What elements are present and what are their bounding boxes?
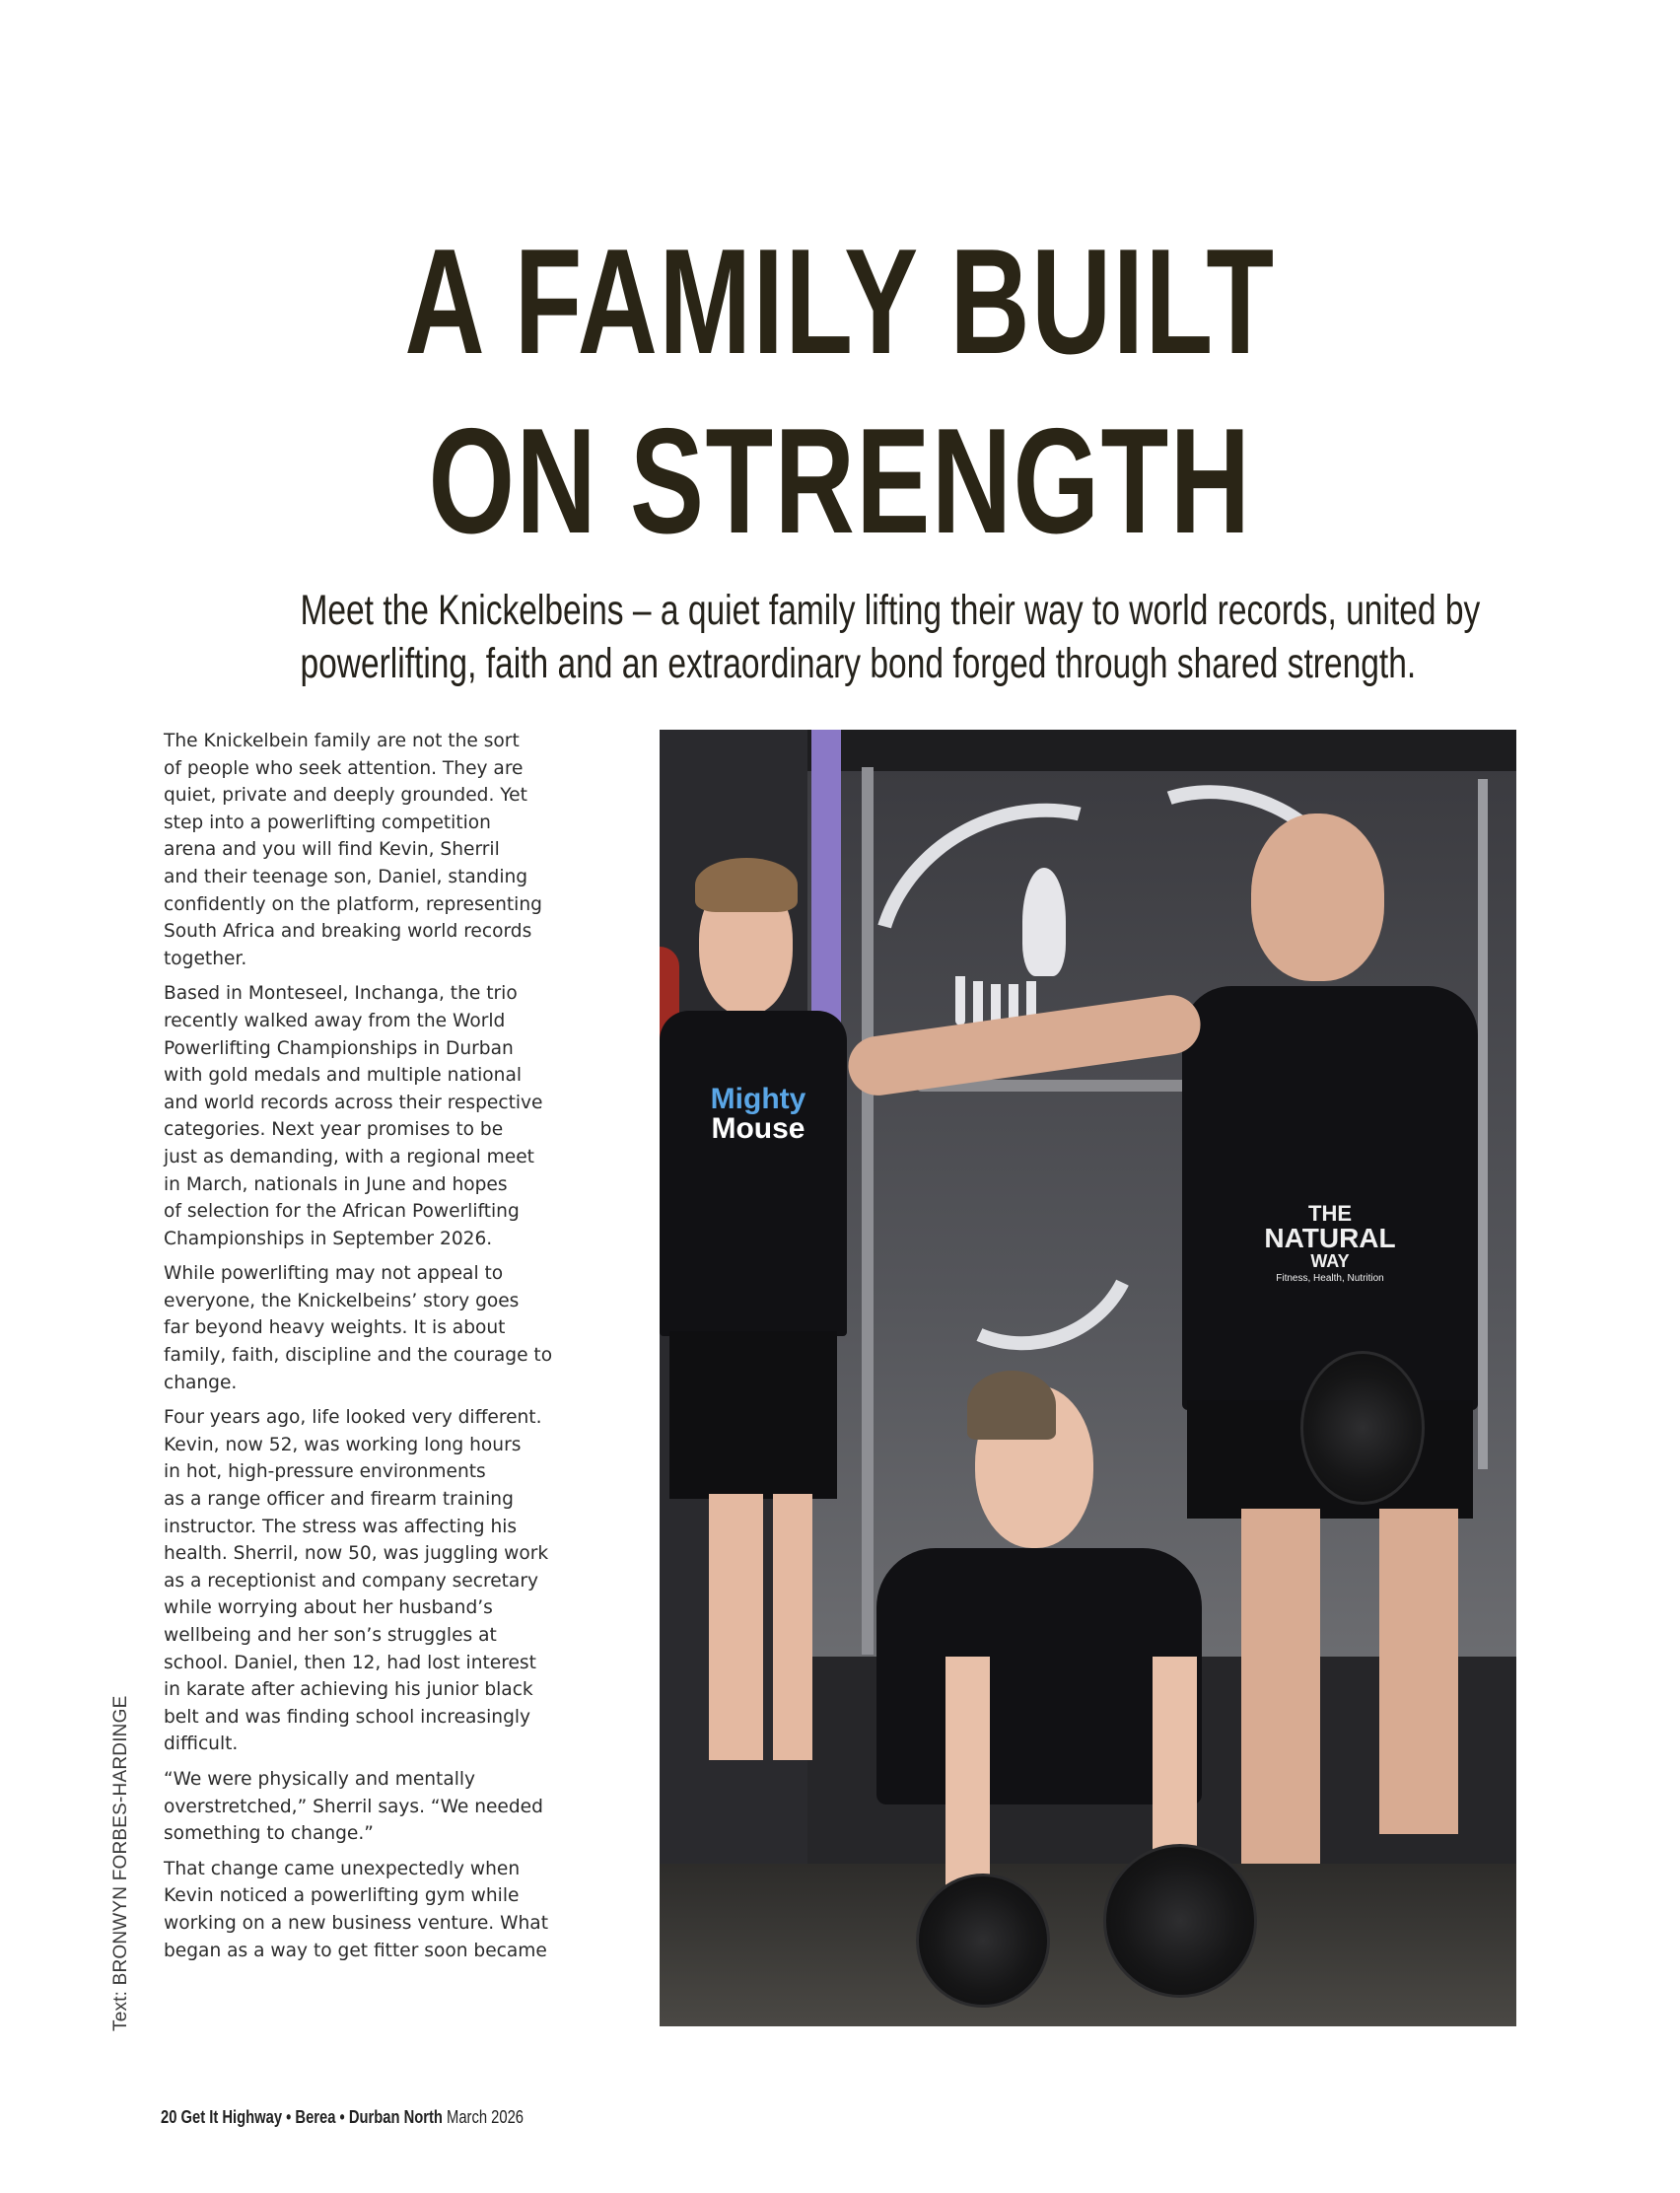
text-line: “We were physically and mentally [164,1768,476,1790]
headline-line-2: ON STRENGTH [428,397,1252,565]
byline: Text: BRONWYN FORBES-HARDINGE [110,1695,131,2031]
text-line: as a receptionist and company secretary [164,1570,538,1592]
shirt-text-mouse: Mouse [711,1112,805,1145]
text-line: school. Daniel, then 12, had lost interest [164,1652,536,1673]
text-line: Four years ago, life looked very different. [164,1407,542,1429]
text-line: Kevin noticed a powerlifting gym while [164,1885,520,1907]
person-daniel [660,838,847,1824]
text-line: Powerlifting Championships in Durban [164,1037,514,1059]
leg [1379,1509,1458,1834]
standfirst-line-1: Meet the Knickelbeins – a quiet family lifting their way to world records, united by [300,587,1481,634]
family-photo [660,730,1516,2026]
article-body [164,728,637,1972]
text-line: far beyond heavy weights. It is about [164,1317,506,1339]
text-line: of people who seek attention. They are [164,757,524,779]
shirt-logo [704,1085,812,1144]
text-line: health. Sherril, now 50, was juggling work [164,1543,549,1565]
rack-crossbar [807,730,1516,771]
shirt-text-tagline: Fitness, Health, Nutrition [1276,1273,1384,1284]
text-line: difficult. [164,1733,239,1755]
hair [967,1371,1056,1440]
text-line: of selection for the African Powerlifting [164,1201,520,1223]
text-line: instructor. The stress was affecting his [164,1516,518,1537]
text-line: in karate after achieving his junior black [164,1679,533,1701]
leg [773,1494,812,1760]
shirt-text-mighty: Mighty [710,1083,806,1115]
text-line: Kevin, now 52, was working long hours [164,1434,522,1455]
shorts [669,1331,837,1499]
text-line: just as demanding, with a regional meet [164,1146,534,1167]
paragraph-4 [164,1404,637,1758]
text-line: and world records across their respective [164,1092,543,1113]
publication-name: Get It Highway • Berea • Durban North [180,2107,443,2127]
headline [219,212,1462,571]
paragraph-5-quote [164,1766,637,1848]
t-shirt [1182,986,1478,1410]
hair [695,858,798,912]
text-line: family, faith, discipline and the courage to [164,1345,553,1367]
text-line: everyone, the Knickelbeins’ story goes [164,1290,520,1311]
text-line: and their teenage son, Daniel, standing [164,866,528,887]
shirt-logo-natural-way [1251,1203,1409,1284]
dumbbell [1300,1351,1425,1505]
text-line: step into a powerlifting competition [164,812,491,833]
page-footer [161,2107,524,2128]
issue-date: March 2026 [447,2107,525,2127]
paragraph-1 [164,728,637,972]
paragraph-3 [164,1260,637,1396]
text-line: began as a way to get fitter soon became [164,1940,547,1961]
head [1251,814,1384,981]
text-line: overstretched,” Sherril says. “We needed [164,1796,543,1817]
shirt-text-the: THE [1308,1201,1352,1226]
headline-line-1: A FAMILY BUILT [404,218,1276,386]
text-line: belt and was finding school increasingly [164,1706,531,1728]
person-sherril [837,1361,1281,2012]
text-line: change. [164,1372,238,1393]
dumbbell [916,1874,1050,2008]
text-line: wellbeing and her son’s struggles at [164,1625,497,1646]
standfirst [300,584,1481,690]
text-line: confidently on the platform, representing [164,893,542,915]
text-line: in hot, high-pressure environments [164,1461,486,1483]
text-line: That change came unexpectedly when [164,1858,521,1879]
text-line: while worrying about her husband’s [164,1597,493,1619]
text-line: quiet, private and deeply grounded. Yet [164,785,527,807]
text-line: While powerlifting may not appeal to [164,1263,504,1285]
text-line: working on a new business venture. What [164,1912,548,1934]
text-line: together. [164,948,247,969]
page-number: 20 [161,2107,177,2127]
text-line: The Knickelbein family are not the sort [164,731,520,751]
text-line: as a range officer and firearm training [164,1489,514,1511]
t-shirt [660,1011,847,1336]
text-line: Championships in September 2026. [164,1228,493,1249]
text-line: categories. Next year promises to be [164,1119,504,1141]
leg [709,1494,763,1760]
text-line: something to change.” [164,1823,374,1845]
paragraph-2 [164,980,637,1252]
text-line: with gold medals and multiple national [164,1065,523,1087]
paragraph-6 [164,1856,637,1964]
mural-skull-nose [1022,868,1066,976]
dumbbell [1103,1844,1257,1998]
text-line: arena and you will find Kevin, Sherril [164,839,500,861]
text-line: Based in Monteseel, Inchanga, the trio [164,983,518,1005]
text-line: recently walked away from the World [164,1010,506,1031]
mural-fang [955,976,965,1026]
shirt-text-natural: NATURAL [1264,1223,1396,1253]
text-line: South Africa and breaking world records [164,921,532,943]
standfirst-line-2: powerlifting, faith and an extraordinary bond forged through shared strength. [300,640,1417,687]
text-line: in March, nationals in June and hopes [164,1173,508,1195]
shirt-text-way: WAY [1310,1251,1350,1271]
